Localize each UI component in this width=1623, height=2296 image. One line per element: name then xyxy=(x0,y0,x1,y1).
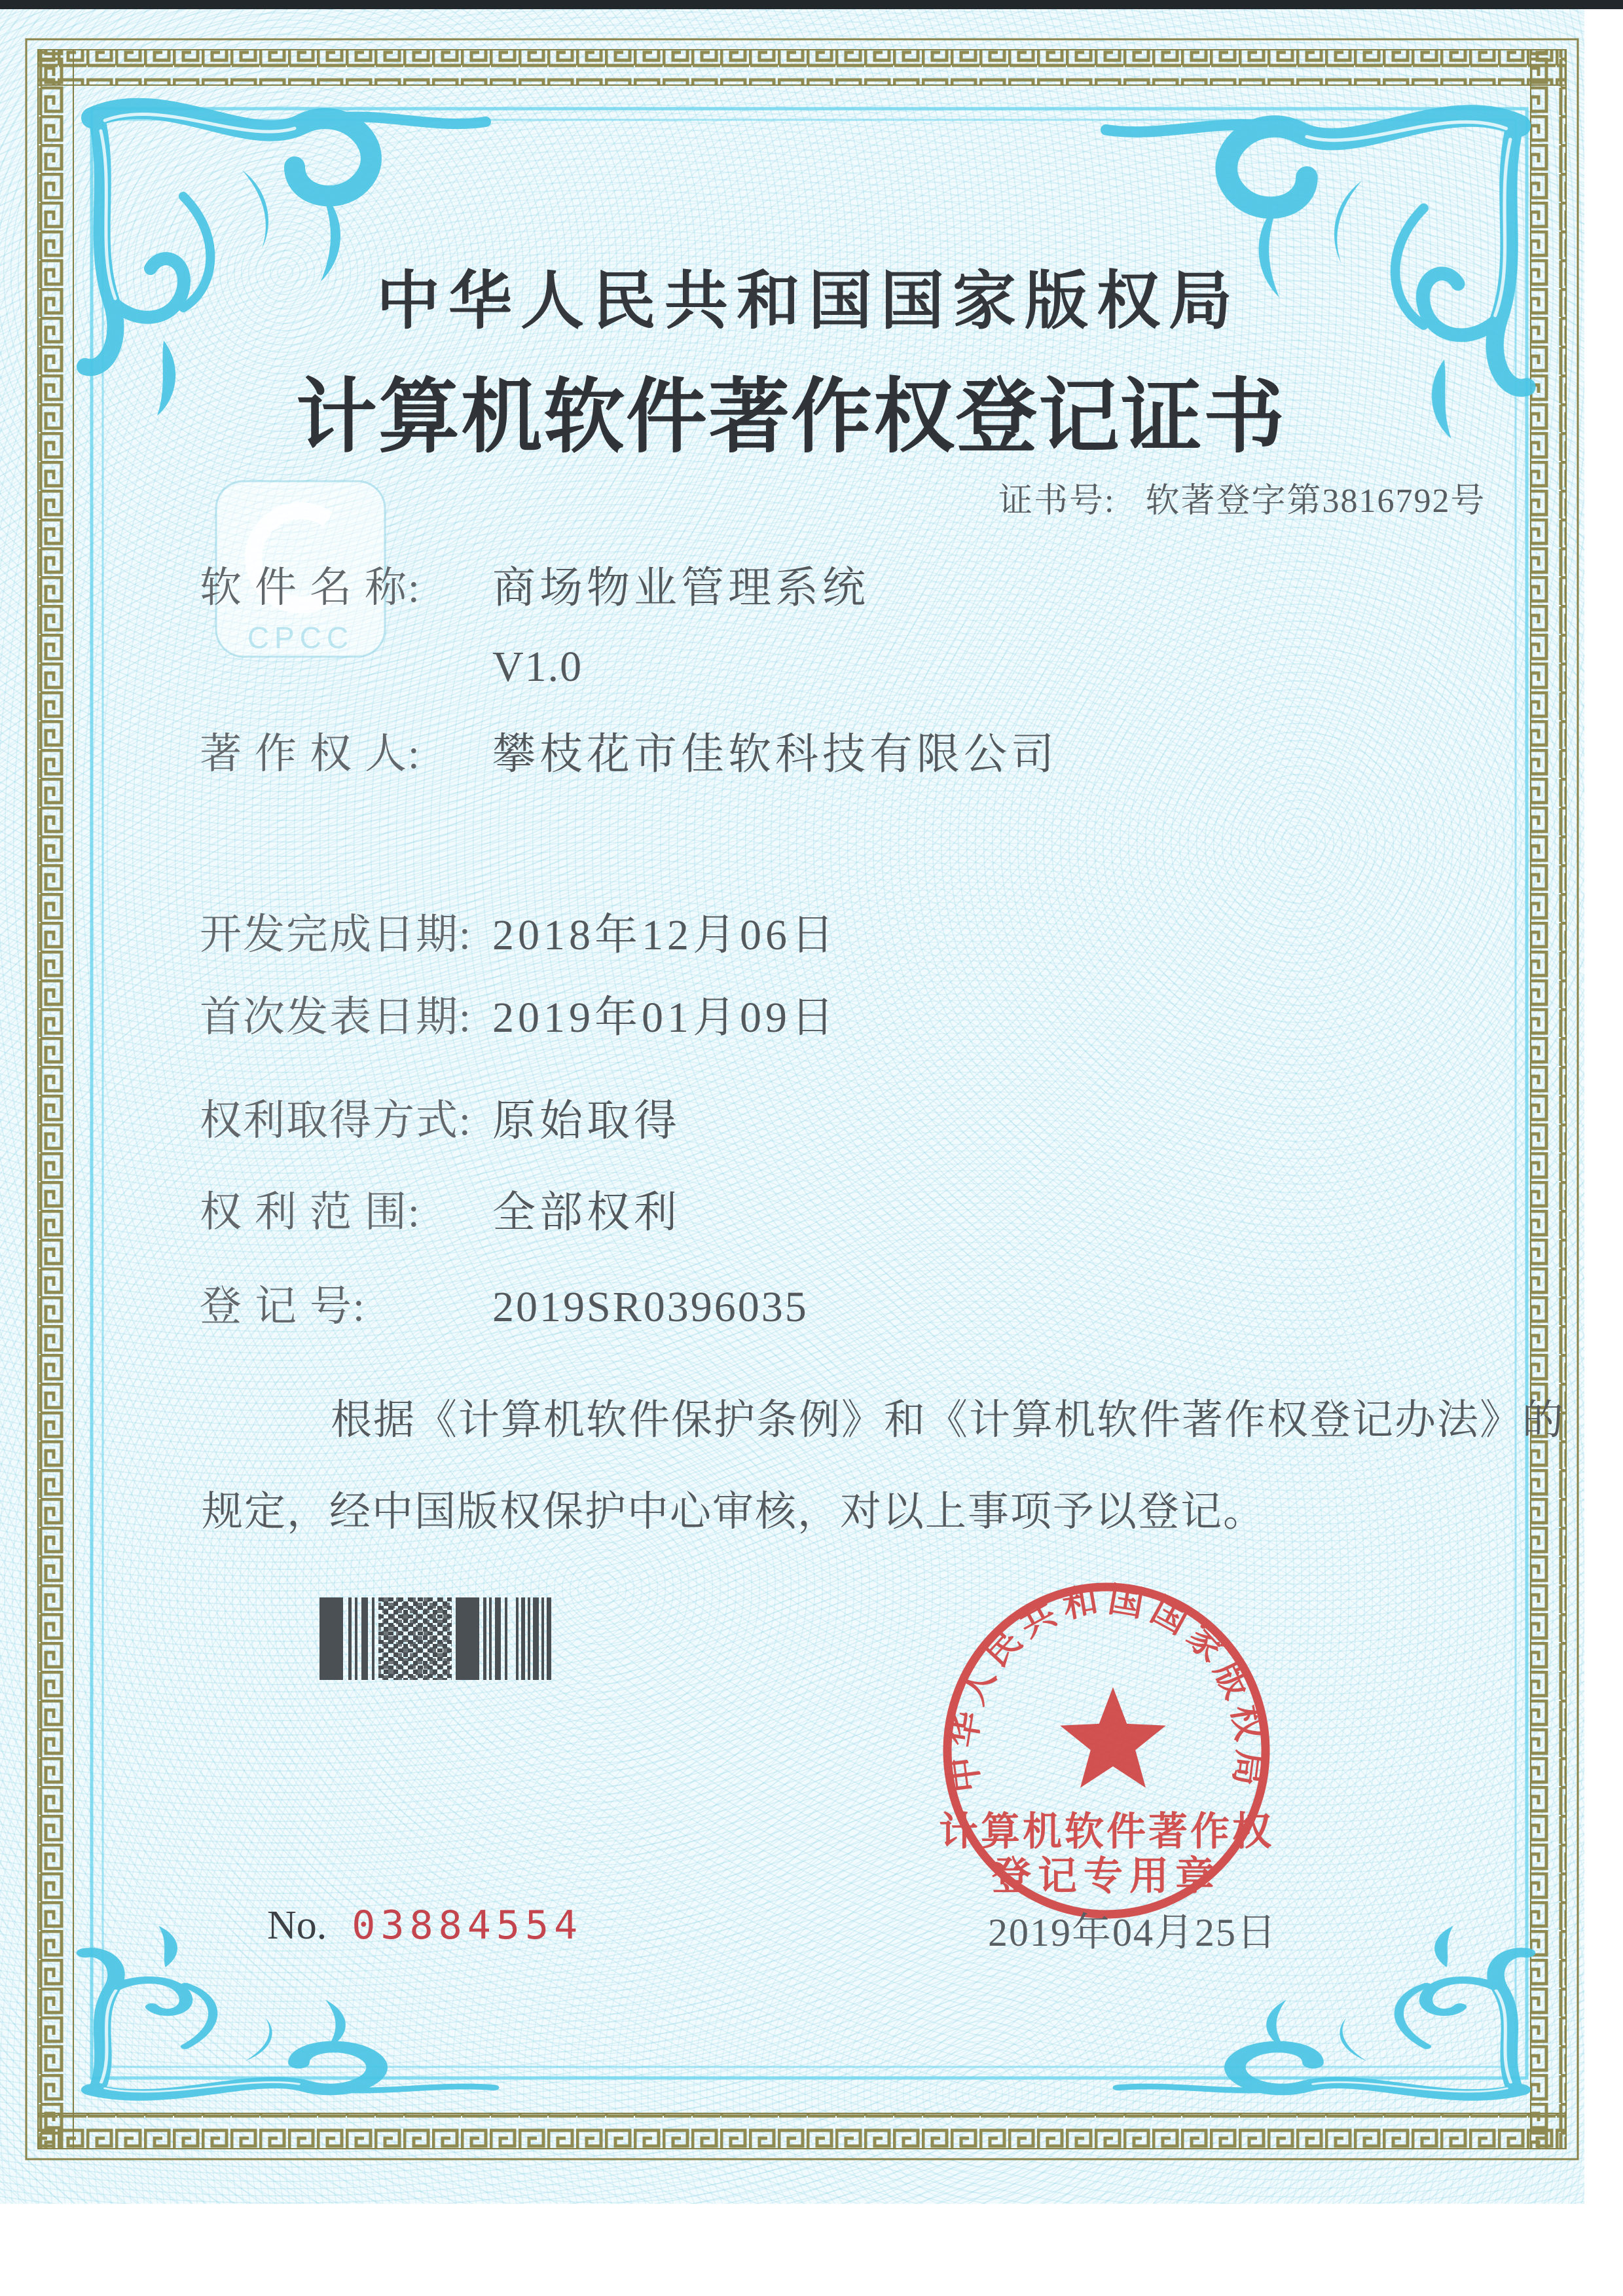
official-seal xyxy=(939,1580,1274,1914)
serial-number-line xyxy=(267,1905,583,1946)
certificate-number-label: 证书号: xyxy=(998,483,1116,520)
seal-star-icon xyxy=(1060,1687,1166,1788)
field-label-registration-number: 登 记 号: xyxy=(200,1283,366,1330)
field-value-version: V1.0 xyxy=(492,643,583,691)
field-label-software-name: 软 件 名 称: xyxy=(200,564,421,611)
field-label-first-publish-date: 首次发表日期: xyxy=(200,994,472,1040)
field-label-rights-acquire-mode: 权利取得方式: xyxy=(200,1097,472,1144)
seal-inner-line2: 登记专用章 xyxy=(992,1855,1221,1898)
field-value-dev-complete-date: 2018年12月06日 xyxy=(492,911,838,959)
cpcc-watermark-text: CPCC xyxy=(247,621,354,655)
seal-ring-text: 中华人民共和国国家版权局 xyxy=(943,1579,1270,1795)
statement-line1: 根据《计算机软件保护条例》和《计算机软件著作权登记办法》的 xyxy=(331,1397,1565,1443)
barcode xyxy=(319,1597,551,1680)
field-value-rights-scope: 全部权利 xyxy=(492,1189,681,1237)
certificate-number-value: 软著登字第3816792号 xyxy=(1145,483,1486,520)
seal-inner-line1: 计算机软件著作权 xyxy=(939,1810,1274,1853)
authority-title: 中华人民共和国国家版权局 xyxy=(376,266,1241,337)
serial-label: No. xyxy=(267,1903,327,1948)
field-label-dev-complete-date: 开发完成日期: xyxy=(200,911,472,958)
serial-number-value: 03884554 xyxy=(352,1903,583,1948)
field-value-rights-acquire-mode: 原始取得 xyxy=(492,1097,681,1145)
certificate-number-line xyxy=(998,484,1486,519)
field-label-copyright-owner: 著 作 权 人: xyxy=(200,731,421,777)
field-value-copyright-owner: 攀枝花市佳软科技有限公司 xyxy=(492,731,1058,778)
field-value-registration-number: 2019SR0396035 xyxy=(492,1283,809,1331)
seal-date: 2019年04月25日 xyxy=(988,1911,1277,1954)
document-title: 计算机软件著作权登记证书 xyxy=(296,373,1286,462)
corner-flourish-top-left xyxy=(85,109,486,416)
field-value-first-publish-date: 2019年01月09日 xyxy=(492,994,838,1042)
corner-flourish-bottom-left xyxy=(85,1926,494,2095)
statement-line2: 规定，经中国版权保护中心审核，对以上事项予以登记。 xyxy=(202,1489,1266,1535)
field-label-rights-scope: 权 利 范 围: xyxy=(200,1189,421,1235)
field-value-software-name: 商场物业管理系统 xyxy=(492,564,869,612)
